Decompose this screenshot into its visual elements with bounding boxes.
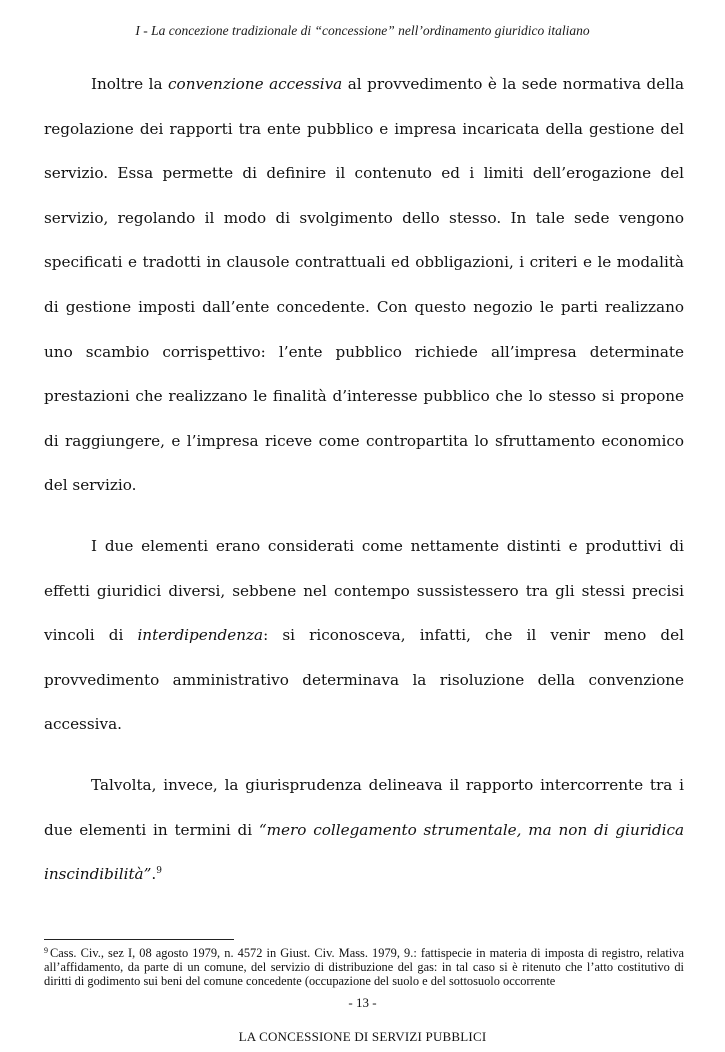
paragraph-1 [44, 62, 684, 508]
paragraph-2 [44, 524, 684, 747]
paragraph-3 [44, 763, 684, 897]
paragraph-2-text-c: : si riconosceva, infatti, che il venir meno del provvedimento amministrativo determinava la risoluzione della convenzione accessiva. [44, 626, 684, 734]
paragraph-3-emphasis: “mero collegamento strumentale, ma non di giuridica inscindibilità” [44, 820, 685, 884]
footnote-divider [44, 939, 234, 940]
footnote-reference[interactable]: 9 [156, 866, 162, 877]
running-footer: LA CONCESSIONE DI SERVIZI PUBBLICI [238, 1029, 487, 1044]
paragraph-1-text-a: Inoltre la [91, 75, 169, 93]
paragraph-1-emphasis: convenzione accessiva [168, 75, 343, 93]
paragraph-2-text-a: I due elementi erano considerati come nettamente distinti e produttivi di effetti giuridici diversi, sebbene nel contempo sussistessero tra gli stessi precisi vincoli di [44, 536, 684, 645]
paragraph-3-text-c: . [151, 865, 157, 884]
paragraph-3-text-a: Talvolta, invece, la giurisprudenza delineava il rapporto intercorrente tra i due elementi in termini di [44, 775, 684, 839]
body-text [44, 62, 684, 897]
paragraph-2-emphasis: interdipendenza [137, 626, 264, 645]
footnote-text: Cass. Civ., sez I, 08 agosto 1979, n. 4572 in Giust. Civ. Mass. 1979, 9.: fattispecie in materia di imposta di registro, relativa all’affidamento, da parte di un comune, del servizio di distribuzione del gas: in tal caso si è ritenuto che l’atto costitutivo di diritti di godimento sui beni del comune concedente (occupazione del suolo e del sottosuolo occorrente [44, 946, 684, 989]
paragraph-1-text-c: al provvedimento è la sede normativa della regolazione dei rapporti tra ente pubblico e impresa incaricata della gestione del servizio. Essa permette di definire il contenuto ed i limiti dell’erogazione del servizio, regolando il modo di svolgimento dello stesso. In tale sede vengono specificati e tradotti in clausole contrattuali ed obbligazioni, i criteri e le modalità di gestione imposti dall’ente concedente. Con questo negozio le parti realizzano uno scambio corrispettivo: l’ente pubblico richiede all’impresa determinate prestazioni che realizzano le finalità d’interesse pubblico che lo stesso si propone di raggiungere, e l’impresa riceve come contropartita lo sfruttamento economico del servizio. [44, 75, 684, 495]
running-header: I - La concezione tradizionale di “concessione” nell’ordinamento giuridico italiano [135, 23, 590, 38]
page-number: - 13 - [348, 995, 377, 1010]
footnote-number: 9 [44, 946, 48, 955]
footnote [44, 946, 684, 990]
